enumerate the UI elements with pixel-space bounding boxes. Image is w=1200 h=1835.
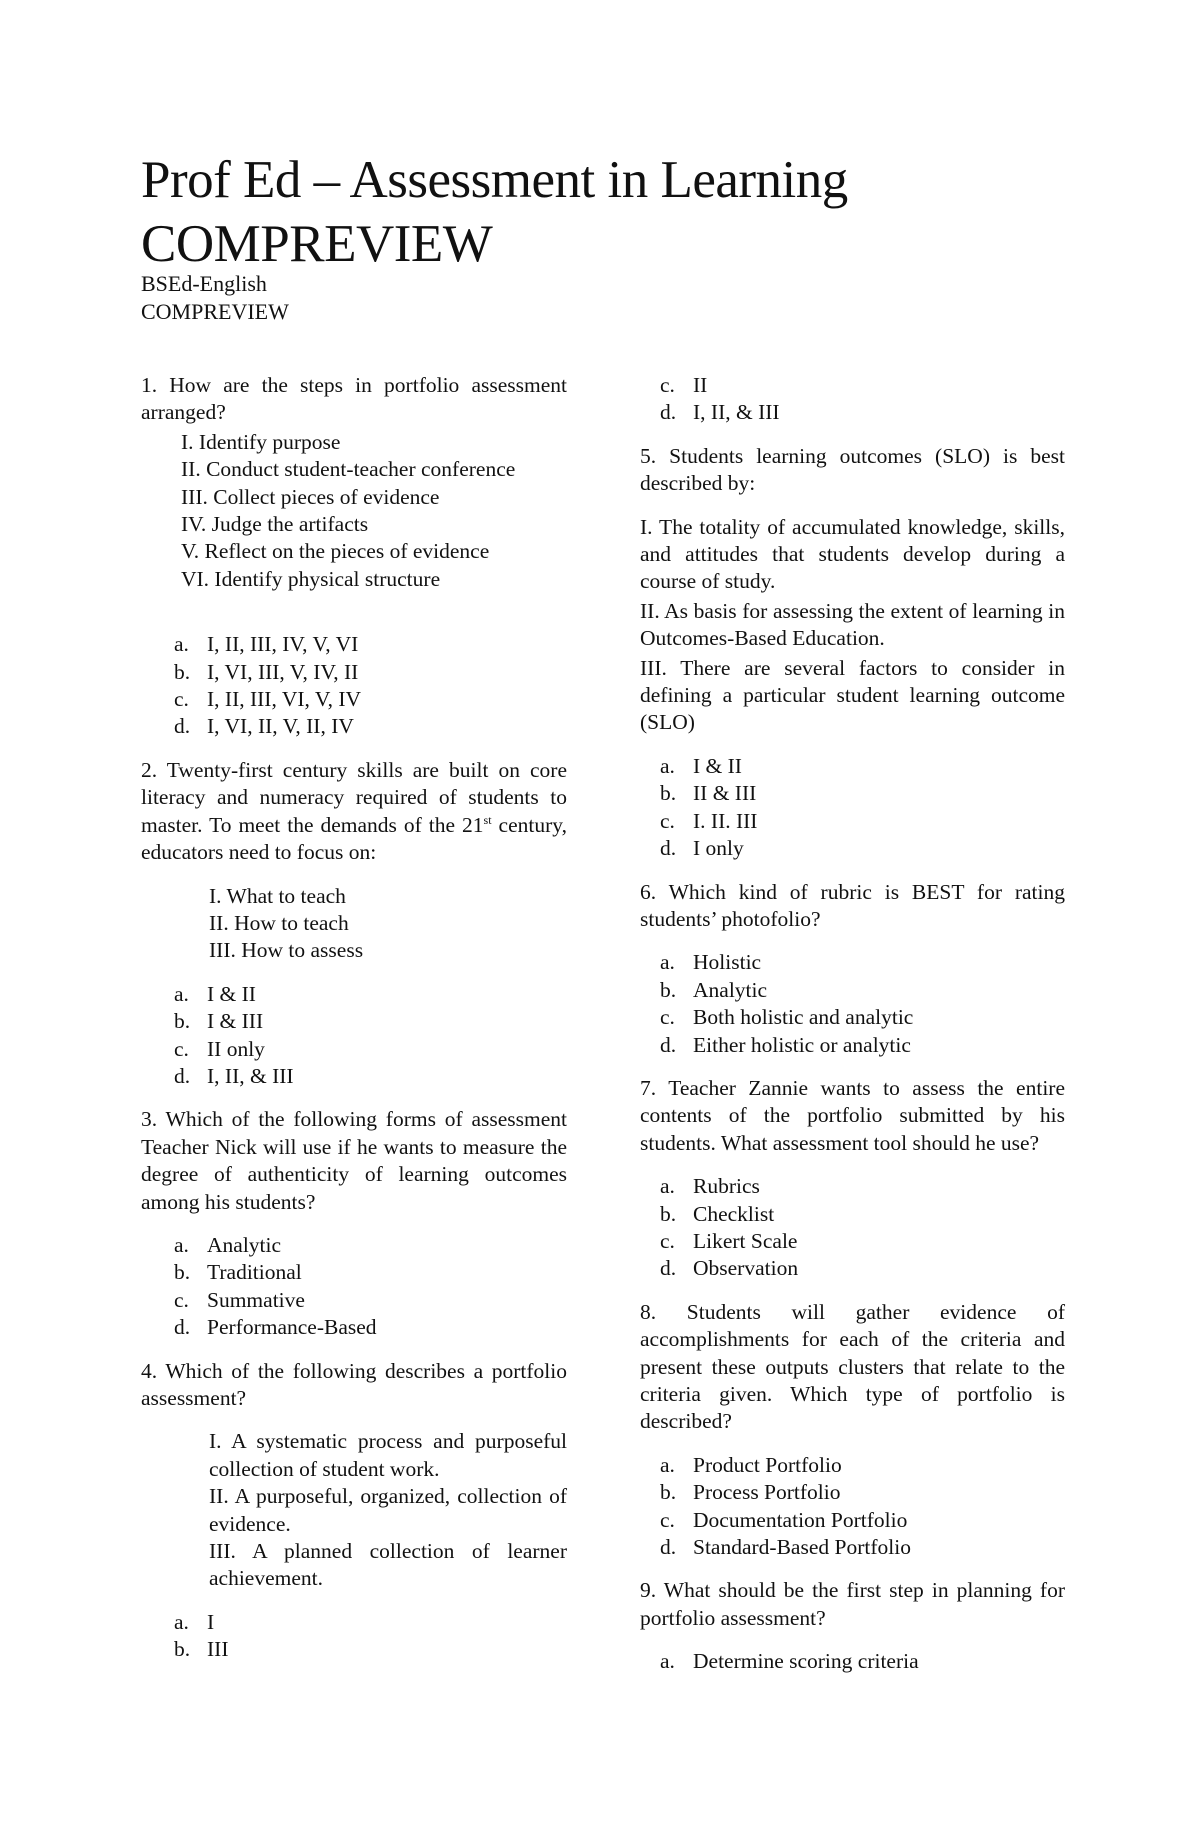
option-letter: d. bbox=[174, 1063, 191, 1088]
q4-item: I. A systematic process and purposeful collection of student work. bbox=[209, 1429, 567, 1481]
option-text: II bbox=[693, 373, 708, 397]
option bbox=[660, 1201, 1065, 1228]
left-column bbox=[141, 372, 567, 1680]
option-letter: c. bbox=[174, 687, 189, 712]
option bbox=[660, 753, 1065, 780]
question-1-items bbox=[181, 429, 567, 593]
option-letter: a. bbox=[660, 753, 675, 778]
option-letter: a. bbox=[660, 1452, 675, 1477]
option-text: Traditional bbox=[207, 1260, 302, 1285]
q1-item: V. Reflect on the pieces of evidence bbox=[181, 539, 490, 564]
question-6: 6. Which kind of rubric is BEST for rating students’ photofolio? bbox=[640, 879, 1065, 931]
option-letter: b. bbox=[660, 1201, 677, 1226]
question-8: 8. Students will gather evidence of accomplishments for each of the criteria and present these outputs clusters that relate to the criteria given. Which type of portfolio is described? bbox=[640, 1299, 1065, 1434]
option-text: Checklist bbox=[693, 1201, 775, 1226]
q1-item: I. Identify purpose bbox=[181, 429, 341, 454]
option-letter: b. bbox=[174, 1009, 191, 1034]
option-letter: d. bbox=[660, 1535, 677, 1560]
option-text: I & III bbox=[207, 1009, 264, 1034]
option-letter: a. bbox=[660, 1174, 675, 1199]
option-text: I & II bbox=[693, 753, 742, 778]
option-letter: d. bbox=[174, 714, 191, 739]
q2-text-part-1: 2. Twenty-first century skills are built on core literacy and numeracy required of students to master. To meet the demands of the 21 bbox=[141, 757, 567, 837]
option-letter: c. bbox=[660, 373, 675, 397]
option-letter: a. bbox=[660, 950, 675, 975]
option-text: Process Portfolio bbox=[693, 1480, 841, 1505]
compreview-label: COMPREVIEW bbox=[141, 299, 289, 324]
option-text: I, VI, II, V, II, IV bbox=[207, 714, 354, 739]
question-9-options bbox=[660, 1648, 1065, 1675]
option-text: Observation bbox=[693, 1256, 799, 1281]
option-text: II only bbox=[207, 1036, 265, 1061]
question-2 bbox=[141, 757, 567, 867]
option bbox=[174, 1036, 567, 1063]
option bbox=[660, 1648, 1065, 1675]
option bbox=[660, 1507, 1065, 1534]
option bbox=[174, 713, 567, 740]
title-line-1: Prof Ed – Assessment in Learning bbox=[141, 151, 848, 209]
q5-item: II. As basis for assessing the extent of learning in Outcomes-Based Education. bbox=[640, 598, 1065, 651]
option bbox=[174, 659, 567, 686]
option-text: Both holistic and analytic bbox=[693, 1005, 914, 1030]
option bbox=[174, 1008, 567, 1035]
q4-item: III. A planned collection of learner achievement. bbox=[209, 1539, 567, 1591]
option-letter: c. bbox=[660, 1507, 675, 1532]
option-text: Rubrics bbox=[693, 1174, 760, 1199]
option-letter: a. bbox=[174, 1232, 189, 1257]
option bbox=[174, 1232, 567, 1259]
option-text: Performance-Based bbox=[207, 1315, 377, 1340]
option-letter: c. bbox=[174, 1287, 189, 1312]
option bbox=[174, 1609, 567, 1636]
option bbox=[660, 949, 1065, 976]
question-4-options bbox=[174, 1609, 567, 1664]
question-5: 5. Students learning outcomes (SLO) is best described by: bbox=[640, 443, 1065, 496]
option-text: I bbox=[207, 1609, 215, 1634]
option bbox=[660, 1173, 1065, 1200]
question-7-options bbox=[660, 1173, 1065, 1283]
option-letter: d. bbox=[660, 836, 677, 861]
option-text: Standard-Based Portfolio bbox=[693, 1535, 911, 1560]
option-text: I, II, III, IV, V, VI bbox=[207, 632, 359, 657]
option bbox=[174, 981, 567, 1008]
option-letter: b. bbox=[660, 781, 677, 806]
option bbox=[660, 1004, 1065, 1031]
question-4-options-continued bbox=[660, 372, 1065, 427]
option-letter: d. bbox=[174, 1315, 191, 1340]
option-text: Holistic bbox=[693, 950, 762, 975]
question-5-items bbox=[640, 514, 1065, 737]
option-letter: b. bbox=[174, 1260, 191, 1285]
option-letter: d. bbox=[660, 1032, 677, 1057]
q5-item: I. The totality of accumulated knowledge, skills, and attitudes that students develop during a course of study. bbox=[640, 514, 1065, 594]
option-text: Either holistic or analytic bbox=[693, 1032, 911, 1057]
q2-item: II. How to teach bbox=[209, 910, 349, 935]
question-1: 1. How are the steps in portfolio assessment arranged? bbox=[141, 373, 567, 425]
option-text: I, II, & III bbox=[693, 400, 780, 425]
option-letter: b. bbox=[174, 1637, 191, 1662]
q2-item: I. What to teach bbox=[209, 883, 346, 908]
option-letter: c. bbox=[660, 1228, 675, 1253]
question-1-options bbox=[174, 631, 567, 741]
option-text: Summative bbox=[207, 1287, 305, 1312]
option bbox=[660, 1452, 1065, 1479]
option bbox=[660, 1228, 1065, 1255]
option-text: Determine scoring criteria bbox=[693, 1649, 919, 1674]
q1-item: IV. Judge the artifacts bbox=[181, 512, 369, 537]
document-title bbox=[141, 148, 1141, 276]
q4-item: II. A purposeful, organized, collection of evidence. bbox=[209, 1484, 567, 1536]
q5-item: III. There are several factors to consider in defining a particular student learning outcome (SLO) bbox=[640, 655, 1065, 735]
option-text: I, VI, III, V, IV, II bbox=[207, 659, 359, 684]
option-text: Documentation Portfolio bbox=[693, 1507, 908, 1532]
option-letter: d. bbox=[660, 1256, 677, 1281]
option-letter: a. bbox=[174, 1609, 189, 1634]
option-letter: a. bbox=[660, 1649, 675, 1674]
option bbox=[660, 780, 1065, 807]
question-2-items bbox=[209, 883, 567, 965]
question-2-options bbox=[174, 981, 567, 1091]
option bbox=[174, 1636, 567, 1663]
title-line-2: COMPREVIEW bbox=[141, 215, 493, 273]
option bbox=[660, 977, 1065, 1004]
option bbox=[660, 372, 1065, 399]
option bbox=[174, 1063, 567, 1090]
option bbox=[174, 1314, 567, 1341]
option bbox=[174, 631, 567, 658]
option bbox=[174, 1259, 567, 1286]
option-letter: b. bbox=[660, 977, 677, 1002]
option bbox=[660, 1255, 1065, 1282]
question-9: 9. What should be the first step in planning for portfolio assessment? bbox=[640, 1578, 1065, 1630]
option-text: III bbox=[207, 1637, 229, 1662]
q1-item: VI. Identify physical structure bbox=[181, 566, 441, 591]
option-letter: c. bbox=[660, 1005, 675, 1030]
q1-item: II. Conduct student-teacher conference bbox=[181, 457, 516, 482]
option bbox=[660, 1534, 1065, 1561]
option-letter: c. bbox=[660, 808, 675, 833]
program-label: BSEd-English bbox=[141, 271, 267, 296]
question-5-options bbox=[660, 753, 1065, 863]
option-letter: c. bbox=[174, 1036, 189, 1061]
q2-superscript: st bbox=[483, 812, 492, 827]
question-7: 7. Teacher Zannie wants to assess the entire contents of the portfolio submitted by his students. What assessment tool should he use? bbox=[640, 1075, 1065, 1155]
option bbox=[660, 399, 1065, 426]
option-text: I. II. III bbox=[693, 808, 758, 833]
q1-item: III. Collect pieces of evidence bbox=[181, 484, 440, 509]
option bbox=[660, 1032, 1065, 1059]
option-text: Analytic bbox=[207, 1232, 282, 1257]
option-letter: d. bbox=[660, 400, 677, 425]
question-4: 4. Which of the following describes a portfolio assessment? bbox=[141, 1358, 567, 1410]
option bbox=[174, 686, 567, 713]
option-text: I, II, III, VI, V, IV bbox=[207, 687, 362, 712]
option-letter: b. bbox=[660, 1480, 677, 1505]
option-text: I & II bbox=[207, 981, 256, 1006]
option bbox=[660, 1479, 1065, 1506]
right-column bbox=[640, 372, 1065, 1692]
question-8-options bbox=[660, 1452, 1065, 1562]
option-letter: a. bbox=[174, 632, 189, 657]
question-6-options bbox=[660, 949, 1065, 1059]
option-text: II & III bbox=[693, 781, 757, 806]
q2-item: III. How to assess bbox=[209, 938, 364, 963]
question-4-items bbox=[209, 1428, 567, 1592]
option-text: Product Portfolio bbox=[693, 1452, 842, 1477]
option bbox=[660, 835, 1065, 862]
option-letter: b. bbox=[174, 659, 191, 684]
q2-text-part-2: century, educators need to focus on: bbox=[141, 812, 567, 865]
option-text: Analytic bbox=[693, 977, 768, 1002]
option bbox=[660, 808, 1065, 835]
option-text: Likert Scale bbox=[693, 1228, 798, 1253]
question-3-options bbox=[174, 1232, 567, 1342]
question-3: 3. Which of the following forms of assessment Teacher Nick will use if he wants to measure the degree of authenticity of learning outcomes among his students? bbox=[141, 1107, 567, 1214]
option-text: I only bbox=[693, 836, 744, 861]
option bbox=[174, 1287, 567, 1314]
option-text: I, II, & III bbox=[207, 1063, 294, 1088]
option-letter: a. bbox=[174, 981, 189, 1006]
